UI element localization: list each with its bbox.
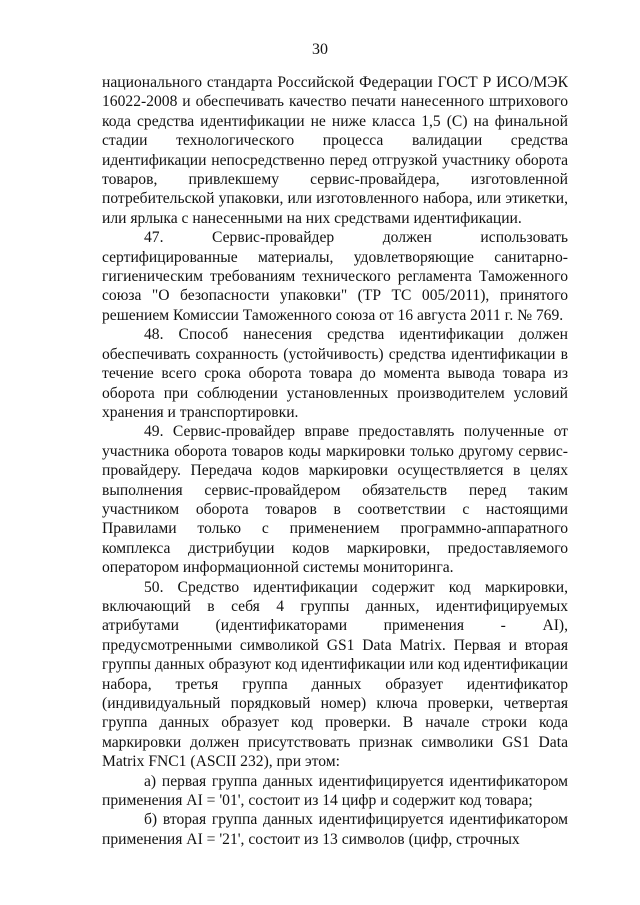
- paragraph-50: 50. Средство идентификации содержит код маркировки, включающий в себя 4 группы данных, идентифицируемых атрибутами (идентификаторами применения - AI), предусмотренными символикой GS1 Data Matrix. Первая и вторая группы данных образуют код идентификации или код идентификации набора, третья группа данных образует идентификатор (индивидуальный порядковый номер) ключа проверки, четвертая группа данных образует код проверки. В начале строки кода маркировки должен присутствовать признак символики GS1 Data Matrix FNC1 (ASCII 232), при этом:: [102, 578, 568, 771]
- paragraph-continuation: национального стандарта Российской Федерации ГОСТ Р ИСО/МЭК 16022-2008 и обеспечивать качество печати нанесенного штрихового кода средства идентификации не ниже класса 1,5 (С) на финальной стадии технологического процесса валидации средства идентификации непосредственно перед отгрузкой участнику оборота товаров, привлекшему сервис-провайдера, изготовленной потребительской упаковки, или изготовленного набора, или этикетки, или ярлыка с нанесенными на них средствами идентификации.: [102, 74, 568, 227]
- subparagraph-b: б) вторая группа данных идентифицируется идентификатором применения AI = '21', состоит из 13 символов (цифр, строчных: [102, 811, 568, 848]
- paragraph-49: 49. Сервис-провайдер вправе предоставлять полученные от участника оборота товаров коды маркировки только другому сервис-провайдеру. Передача кодов маркировки осуществляется в целях выполнения сервис-провайдером обязательств перед таким участником оборота товаров в соответствии с настоящими Правилами только с применением программно-аппаратного комплекса дистрибуции кодов маркировки, предоставляемого оператором информационной системы мониторинга.: [102, 423, 568, 577]
- paragraph-47: 47. Сервис-провайдер должен использовать сертифицированные материалы, удовлетворяющие санитарно-гигиеническим требованиям технического регламента Таможенного союза "О безопасности упаковки" (ТР ТС 005/2011), принятого решением Комиссии Таможенного союза от 16 августа 2011 г. № 769.: [102, 229, 568, 324]
- page-number: 30: [312, 41, 328, 58]
- document-body: [102, 73, 568, 849]
- subparagraph-a: а) первая группа данных идентифицируется идентификатором применения AI = '01', состоит из 14 цифр и содержит код товара;: [102, 772, 568, 810]
- paragraph-48: 48. Способ нанесения средства идентификации должен обеспечивать сохранность (устойчивость) средства идентификации в течение всего срока оборота товара до момента вывода товара из оборота при соблюдении установленных производителем условий хранения и транспортировки.: [102, 326, 568, 421]
